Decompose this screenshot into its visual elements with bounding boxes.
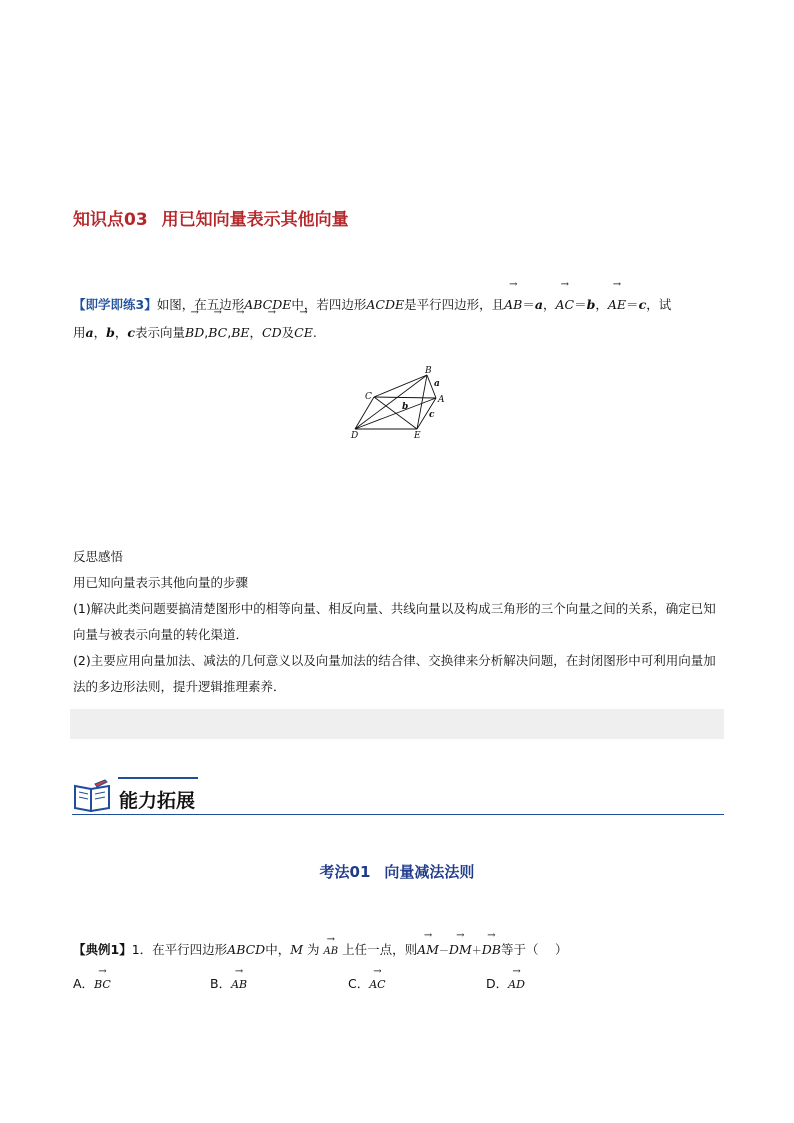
exercise-text: 表示向量 (135, 325, 186, 340)
vec-a-label: a (434, 379, 440, 389)
section-title: 用已知向量表示其他向量 (161, 210, 349, 230)
exercise-text: 如图，在五边形 (156, 297, 245, 312)
vector-a: a (534, 297, 543, 312)
vector-c: c (127, 325, 136, 340)
example-tag: 【典例1】 (73, 942, 132, 957)
vec-b-label: b (402, 402, 409, 412)
banner-top-rule (118, 777, 198, 779)
vector-bd: → BD (185, 319, 204, 347)
book-icon (72, 778, 112, 812)
vector-cd: → CD (262, 319, 282, 347)
reflection-heading: 反思感悟 (73, 549, 124, 564)
example-text: 上任一点，则 (342, 942, 418, 957)
option-c[interactable] (348, 974, 386, 992)
option-b[interactable] (210, 974, 247, 992)
example-number: 1． (131, 942, 153, 957)
vector-b: b (106, 325, 115, 340)
method-heading (0, 861, 794, 882)
pentagon-name: ABCDE (244, 297, 292, 312)
answer-box (70, 709, 724, 739)
option-a[interactable] (73, 974, 111, 992)
section-label: 知识点03 (73, 210, 148, 230)
reflection-point-2: (2)主要应用向量加法、减法的几何意义以及向量加法的结合律、交换律来分析解决问题，在封闭图形中可利用向量加法的多边形法则，提升逻辑推理素养． (73, 653, 716, 694)
example-text: 等于（ ） (500, 942, 568, 957)
example-text: 为 (307, 942, 320, 957)
banner-label: 能力拓展 (119, 790, 196, 812)
exercise-text: 是平行四边形，且 (404, 297, 505, 312)
banner-rule (72, 814, 724, 816)
exercise-text: 用 (73, 325, 86, 340)
vector-b: b (586, 297, 596, 312)
exercise-text: 中，若四边形 (291, 297, 367, 312)
vector-ab: → AB (324, 946, 339, 957)
option-vector: → BC (94, 978, 111, 991)
vector-dm: → DM (449, 942, 472, 957)
vector-am: → AM (417, 942, 439, 957)
option-vector: → AC (369, 978, 385, 991)
exercise-text: 试 (658, 297, 672, 312)
method-title: 向量减法法则 (384, 863, 475, 881)
point-d-label: D (351, 431, 359, 441)
point-a-label: A (438, 395, 445, 405)
example-question (73, 940, 725, 958)
vec-c-label: c (429, 410, 435, 420)
option-d[interactable] (486, 974, 525, 992)
option-key: A． (73, 976, 95, 991)
vector-bc: → BC (208, 319, 227, 347)
reflection-block (73, 544, 725, 700)
option-key: C． (348, 976, 370, 991)
point-b-label: B (425, 366, 432, 376)
exercise-tag: 【即学即练3】 (73, 297, 157, 312)
reflection-subheading: 用已知向量表示其他向量的步骤 (73, 575, 249, 590)
plus-sign: ＋ (471, 946, 482, 957)
vector-ac: → AC (556, 291, 575, 319)
option-vector: → AD (508, 978, 525, 991)
option-key: D． (486, 976, 509, 991)
point-e-label: E (414, 431, 421, 441)
exercise-text: 及 (281, 325, 295, 340)
vector-ce: → CE (294, 319, 313, 347)
pentagon-figure (348, 365, 458, 443)
option-vector: → AB (231, 978, 247, 991)
reflection-point-1: (1)解决此类问题要搞清楚图形中的相等向量、相反向量、共线向量以及构成三角形的三个向量之间的关系，确定已知向量与被表示向量的转化渠道． (73, 601, 716, 642)
option-key: B． (210, 976, 232, 991)
vector-a: a (85, 325, 94, 340)
point-c-label: C (365, 392, 372, 402)
example-text: 中， (265, 942, 291, 957)
point-m: M (290, 942, 304, 957)
vector-db: → DB (482, 942, 501, 957)
vector-ae: → AE (608, 291, 626, 319)
minus-sign: － (438, 946, 449, 957)
example-text: 在平行四边形 (152, 942, 228, 957)
ability-banner (72, 774, 724, 818)
section-heading (73, 205, 349, 230)
vector-c: c (638, 297, 647, 312)
parallelogram-name: ABCD (227, 942, 266, 957)
quad-name: ACDE (366, 297, 405, 312)
method-label: 考法01 (319, 863, 371, 881)
exercise-paragraph: 【即学即练3】如图，在五边形ABCDE中，若四边形ACDE是平行四边形，且→ AB＝a，→ AC＝b，→ AE＝c，试 用a，b，c表示向量→ BD,→ BC,→ BE，→ CD及→ CE. (73, 291, 725, 347)
vector-be: → BE (231, 319, 249, 347)
vector-ab: → AB (504, 291, 522, 319)
